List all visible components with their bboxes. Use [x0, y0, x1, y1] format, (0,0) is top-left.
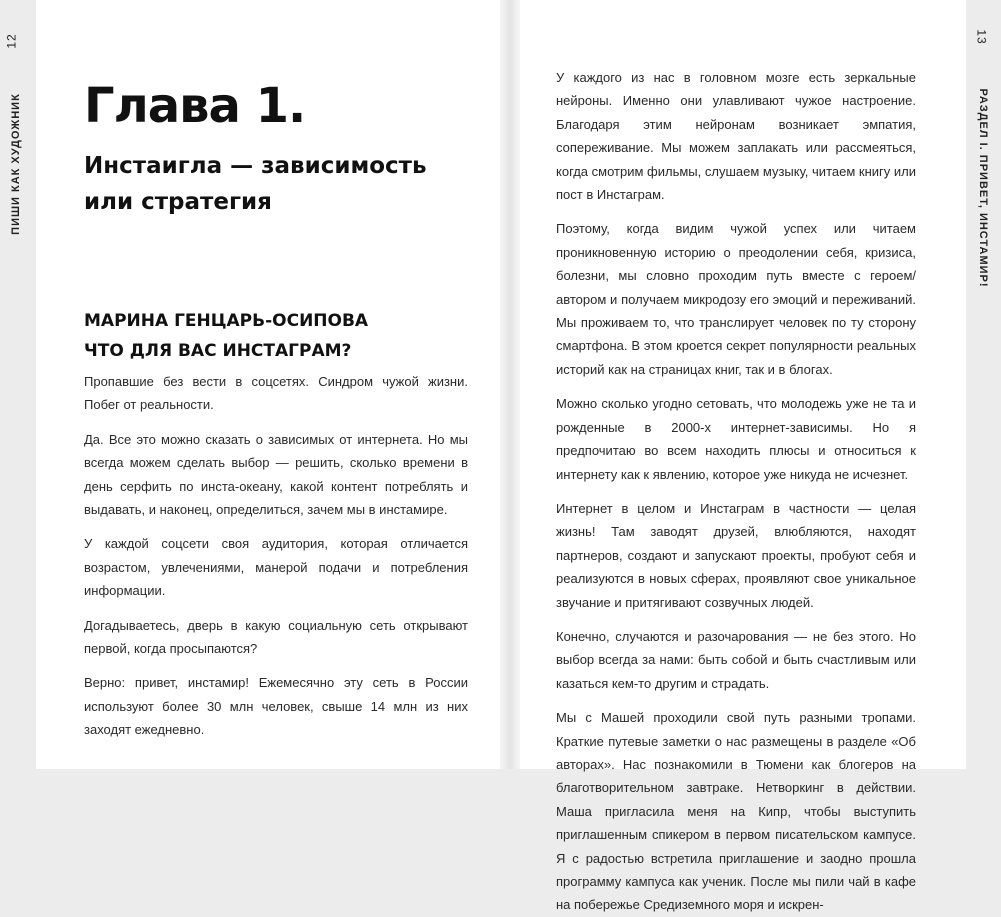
right-body-text — [556, 66, 916, 913]
paragraph: Верно: привет, инстамир! Ежемесячно эту сеть в России используют более 30 млн человек, свыше 14 млн из них заходят ежедневно. — [84, 675, 468, 738]
section-author: МАРИНА ГЕНЦАРЬ-ОСИПОВА — [84, 311, 369, 331]
right-page-number: 13 — [974, 29, 989, 45]
chapter-subtitle-line1: Инстаигла — зависимость — [84, 153, 427, 179]
book-gutter — [500, 0, 520, 769]
left-page-number: 12 — [4, 33, 19, 49]
paragraph: Догадываетесь, дверь в какую социальную сеть открывают первой, когда просыпаются? — [84, 617, 468, 657]
right-margin-strip — [966, 0, 1001, 769]
paragraph: У каждой соцсети своя аудитория, которая отличается возрастом, увлечениями, манерой подачи и потребления информации. — [84, 536, 468, 599]
left-page — [36, 0, 500, 769]
right-running-head: РАЗДЕЛ I. ПРИВЕТ, ИНСТАМИР! — [977, 88, 989, 288]
paragraph: Мы с Машей проходили свой путь разными тропами. Краткие путевые заметки о нас размещены в разделе «Об авторах». Нас познакомили в Тюмени как блогеров на благотворительном завтраке. Нетворкинг в действии. Маша пригласила меня на Кипр, чтобы выступить приглашенным спикером в первом писательском кампусе. Я с радостью встретила приглашение и заодно прошла программу кампуса как ученик. После мы пили чай в кафе на побережье Средиземного моря и искрен- — [556, 710, 916, 913]
paragraph: Поэтому, когда видим чужой успех или читаем проникновенную историю о преодолении себя, кризиса, болезни, мы словно проходим путь вместе с героем/автором и получаем микродозу его эмоций и переживаний. Мы проживаем то, что транслирует человек по ту сторону смартфона. В этом кроется секрет популярности реальных историй как на страницах книг, так и в блогах. — [556, 221, 916, 377]
paragraph: Интернет в целом и Инстаграм в частности — целая жизнь! Там заводят друзей, влюбляются, находят партнеров, создают и запускают проекты, пробуют себя и реализуются в новых сферах, проявляют свое уникальное звучание и притягивают созвучных людей. — [556, 500, 916, 610]
section-heading — [84, 306, 504, 366]
paragraph: Можно сколько угодно сетовать, что молодежь уже не та и рожденные в 2000-х интернет-зависимы. Но я предпочитаю во всем находить плюсы и относиться к интернету как к явлению, которое уже никуда не исчезнет. — [556, 396, 916, 482]
right-page — [520, 0, 966, 913]
section-question: ЧТО ДЛЯ ВАС ИНСТАГРАМ? — [84, 341, 352, 361]
paragraph: Конечно, случаются и разочарования — не без этого. Но выбор всегда за нами: быть собой и быть счастливым или казаться кем-то другим и страдать. — [556, 628, 916, 691]
paragraph: Да. Все это можно сказать о зависимых от интернета. Но мы всегда можем сделать выбор — решить, сколько времени в день серфить по инста-океану, какой контент потреблять и выдавать, и наконец, определиться, зачем мы в инстамире. — [84, 431, 468, 518]
paragraph: Пропавшие без вести в соцсетях. Синдром чужой жизни. Побег от реальности. — [84, 374, 468, 413]
left-body-text — [84, 370, 468, 753]
paragraph: У каждого из нас в головном мозге есть зеркальные нейроны. Именно они улавливают чужое настроение. Благодаря этим нейронам возникает эмпатия, сопереживание. Мы можем заплакать или рассмеяться, когда смотрим фильмы, слушаем музыку, читаем книгу или пост в Инстаграм. — [556, 70, 916, 203]
chapter-subtitle — [84, 148, 484, 220]
chapter-title: Глава 1. — [84, 78, 306, 134]
left-running-head: ПИШИ КАК ХУДОЖНИК — [10, 93, 22, 235]
chapter-subtitle-line2: или стратегия — [84, 189, 272, 215]
left-margin-strip — [0, 0, 36, 769]
